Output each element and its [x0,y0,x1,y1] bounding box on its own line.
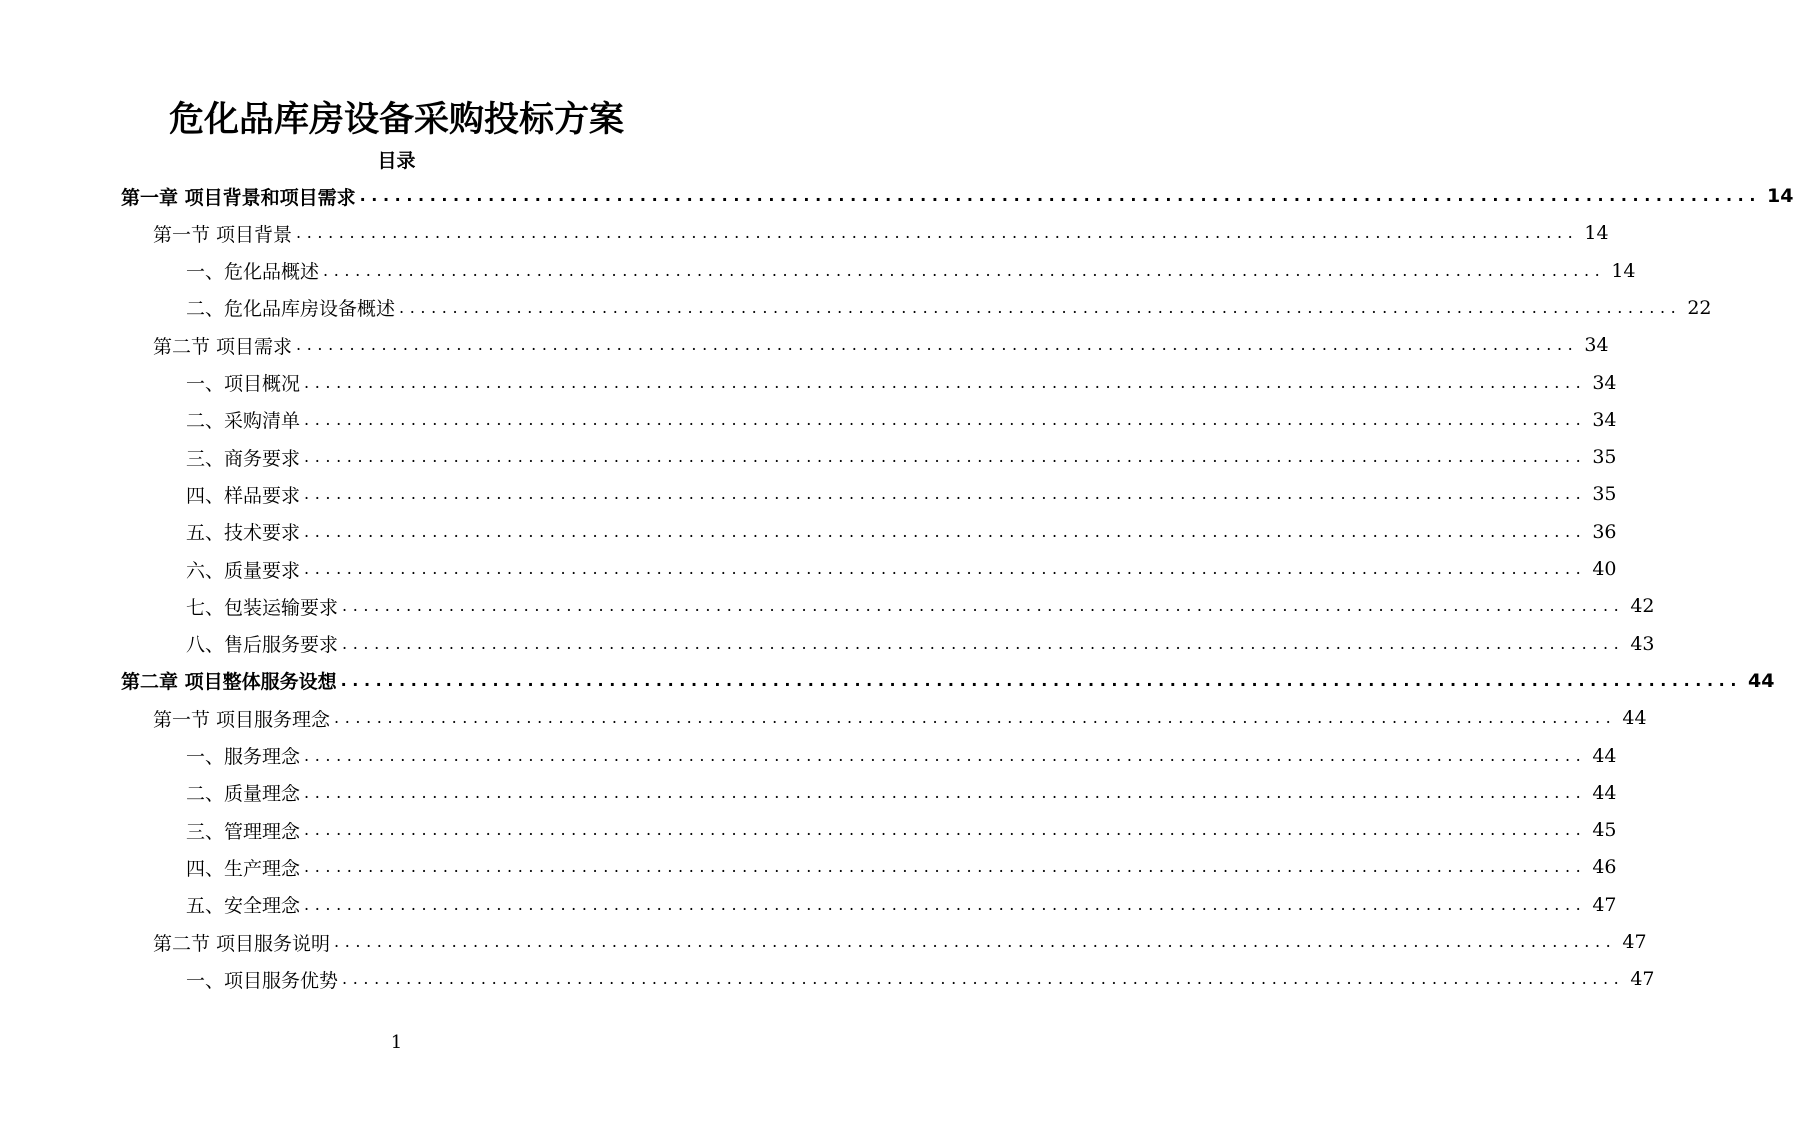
toc-entry[interactable] [186,553,1617,585]
toc-leader-dots: ........................................................................................................................ [304,820,1587,840]
toc-entry[interactable] [186,404,1617,436]
toc-entry-page: 45 [1592,819,1617,842]
toc-leader-dots: ........................................................................................................................ [334,932,1617,951]
toc-entry[interactable] [186,516,1617,548]
toc-leader-dots: ........................................................................................................................ [304,447,1587,467]
toc-entry-page: 42 [1630,595,1655,618]
toc-entry[interactable] [121,665,1775,697]
toc-entry-label: 第一节 项目背景 [153,223,293,246]
toc-entry[interactable] [186,478,1617,510]
toc-entry[interactable] [186,590,1655,622]
toc-entry[interactable] [186,814,1617,846]
toc-heading: 目录 [377,150,416,172]
toc-leader-dots: ........................................................................................................................ [304,372,1587,392]
toc-entry-label: 第一章 项目背景和项目需求 [121,186,356,209]
toc-leader-dots: ........................................................................................................................ [304,894,1587,914]
toc-entry-label: 第二章 项目整体服务设想 [121,671,337,694]
toc-leader-dots: ........................................................................................................................ [304,409,1587,429]
toc-entry-page: 34 [1592,371,1617,394]
toc-entry[interactable] [153,926,1647,958]
toc-leader-dots: ........................................................................................................................ [359,186,1761,205]
toc-entry-label: 六、质量要求 [186,559,301,582]
toc-entry-page: 44 [1748,669,1775,692]
toc-leader-dots: ........................................................................................................................ [340,670,1742,690]
toc-entry-page: 14 [1611,259,1636,282]
toc-entry-page: 44 [1622,707,1647,730]
toc-entry-page: 34 [1584,334,1609,357]
toc-entry-page: 14 [1584,222,1609,245]
toc-leader-dots: ........................................................................................................................ [296,335,1579,355]
toc-entry[interactable] [186,628,1655,660]
toc-entry-page: 46 [1592,856,1617,879]
toc-entry-label: 一、项目概况 [186,373,301,395]
toc-entry-page: 40 [1592,558,1617,580]
toc-entry-label: 第二节 项目需求 [153,335,293,358]
toc-entry[interactable] [186,777,1617,809]
toc-entry-label: 第二节 项目服务说明 [153,932,331,955]
toc-entry[interactable] [186,367,1617,399]
toc-entry-label: 五、安全理念 [186,895,301,918]
toc-leader-dots: ........................................................................................................................ [304,484,1587,504]
toc-entry[interactable] [153,702,1647,734]
toc-entry-page: 47 [1622,931,1647,953]
document-title: 危化品库房设备采购投标方案 [168,100,624,140]
toc-entry[interactable] [186,963,1655,995]
toc-entry-label: 七、包装运输要求 [186,596,339,619]
toc-entry-label: 二、质量理念 [186,783,301,806]
toc-entry[interactable] [153,329,1609,361]
toc-leader-dots: ........................................................................................................................ [304,857,1587,877]
toc-entry-label: 五、技术要求 [186,522,301,545]
toc-entry-label: 一、危化品概述 [186,261,320,284]
toc-leader-dots: ........................................................................................................................ [304,559,1587,578]
toc-entry-page: 36 [1592,520,1617,543]
toc-entry-page: 35 [1592,483,1617,506]
toc-entry-label: 二、危化品库房设备概述 [186,298,396,321]
toc-entry-page: 35 [1592,446,1617,469]
toc-entry-page: 44 [1592,781,1617,804]
toc-leader-dots: ........................................................................................................................ [304,745,1587,765]
toc-entry-label: 一、项目服务优势 [186,969,339,992]
toc-leader-dots: ........................................................................................................................ [304,782,1587,802]
toc-entry-page: 47 [1592,893,1617,916]
toc-leader-dots: ........................................................................................................................ [342,633,1625,653]
toc-leader-dots: ........................................................................................................................ [296,223,1579,243]
toc-entry-label: 第一节 项目服务理念 [153,708,331,731]
toc-entry-page: 14 [1767,185,1793,207]
toc-entry[interactable] [186,740,1617,772]
toc-entry-label: 一、服务理念 [186,746,301,768]
toc-entry-page: 47 [1630,968,1655,991]
toc-entry[interactable] [153,217,1609,249]
toc-entry-label: 三、商务要求 [186,447,301,470]
toc-entry-label: 三、管理理念 [186,820,301,843]
toc-leader-dots: ........................................................................................................................ [334,708,1617,728]
toc-entry-label: 四、生产理念 [186,857,301,880]
toc-leader-dots: ........................................................................................................................ [342,596,1625,616]
toc-entry-page: 43 [1630,632,1655,655]
toc-entry-label: 四、样品要求 [186,484,301,507]
toc-entry-label: 二、采购清单 [186,410,301,433]
toc-entry[interactable] [186,441,1617,473]
toc-leader-dots: ........................................................................................................................ [342,969,1625,989]
toc-entry[interactable] [121,180,1793,212]
toc-leader-dots: ........................................................................................................................ [304,521,1587,541]
toc-leader-dots: ........................................................................................................................ [323,260,1606,280]
toc-entry-page: 34 [1592,408,1617,431]
toc-leader-dots: ........................................................................................................................ [399,297,1682,317]
toc-entry[interactable] [186,292,1712,324]
toc-entry-page: 44 [1592,744,1617,767]
toc-entry-page: 22 [1687,296,1712,319]
toc-entry[interactable] [186,255,1636,287]
toc-entry[interactable] [186,889,1617,921]
toc-entry[interactable] [186,851,1617,883]
toc-entry-label: 八、售后服务要求 [186,634,339,657]
page-number: 1 [390,1032,403,1053]
